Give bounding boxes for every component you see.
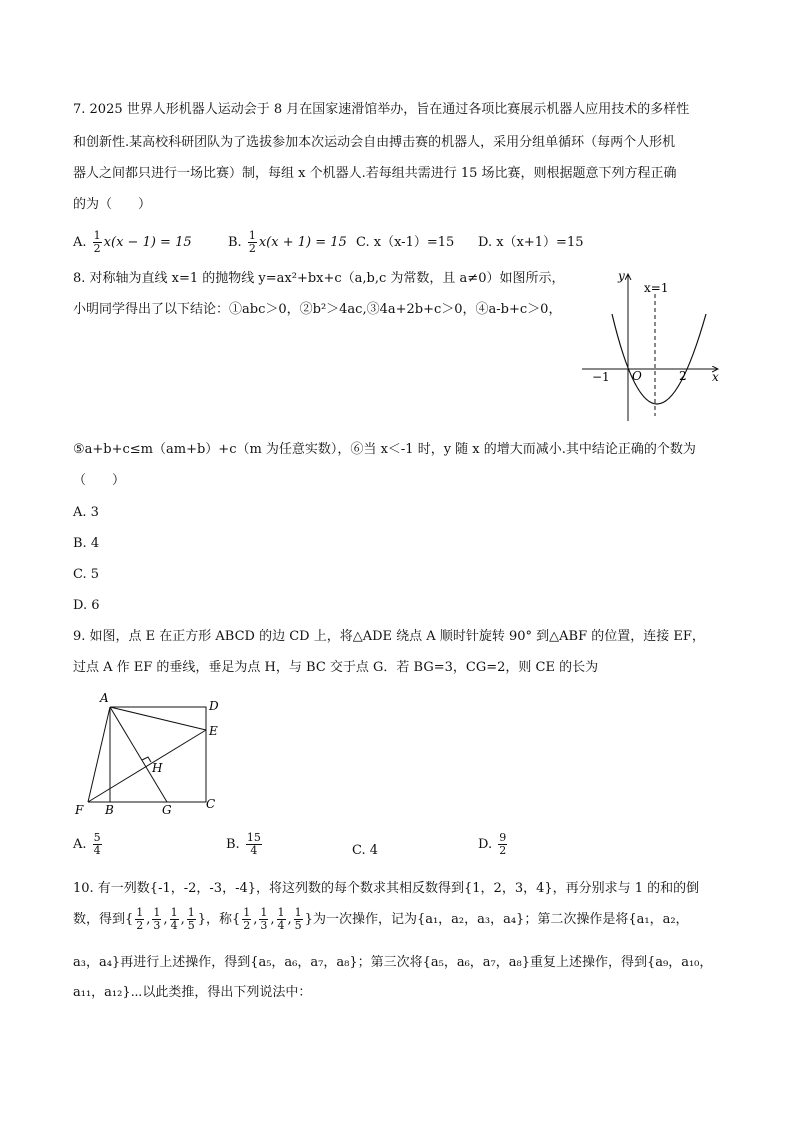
q8-option-b: B. 4 xyxy=(73,536,100,551)
q8-line-3: ⑤a+b+c≤m（am+b）+c（m 为任意实数），⑥当 x＜-1 时，y 随 x 的增大而减小.其中结论正确的个数为 xyxy=(73,442,696,457)
label-c: C xyxy=(206,797,216,811)
q7-option-a: A. $\frac{1}{2}$ x(x − 1) = 15 xyxy=(73,229,192,255)
tick-2-label: 2 xyxy=(679,369,687,383)
q7-line-4: 的为（ ） xyxy=(73,197,152,212)
right-angle-mark xyxy=(142,757,151,762)
q10-line-4: a₁₁，a₁₂}⋯以此类推，得出下列说法中： xyxy=(73,985,312,1000)
tick-neg1-label: −1 xyxy=(592,370,610,384)
q8-line-4: （ ） xyxy=(73,473,126,488)
q8-line-1: 8. 对称轴为直线 x=1 的抛物线 y=ax²+bx+c（a,b,c 为常数，且 a≠0）如图所示， xyxy=(73,271,565,286)
q10-line-1: 10. 有一列数{-1，-2，-3，-4}，将这列数的每个数求其相反数得到{1，2，3，4}，再分别求与 1 的和的倒 xyxy=(73,881,700,896)
q9-line-2: 过点 A 作 EF 的垂线，垂足为点 H，与 BC 交于点 G．若 BG=3，CG=2，则 CE 的长为 xyxy=(73,660,599,675)
label-f: F xyxy=(75,803,84,817)
parabola-graph xyxy=(578,266,728,426)
x-axis-label: x xyxy=(712,370,719,384)
y-axis-label: y xyxy=(618,269,625,283)
q8-option-d: D. 6 xyxy=(73,598,100,613)
q7-option-c: C. x（x-1）=15 xyxy=(356,235,455,250)
label-b: B xyxy=(105,803,114,817)
label-e: E xyxy=(209,724,218,738)
q7-option-b: B. $\frac{1}{2}$ x(x + 1) = 15 xyxy=(228,229,347,255)
q7-option-d: D. x（x+1）=15 xyxy=(478,235,584,250)
parabola-curve xyxy=(612,314,706,404)
segment-af xyxy=(88,707,110,802)
q9-option-d: D. $\frac{9}{2}$ xyxy=(478,831,507,857)
segment-fe xyxy=(88,730,206,802)
q10-line-3: a₃，a₄}再进行上述操作，得到{a₅，a₆，a₇，a₈}；第三次将{a₅，a₆，a₇，a₈}重复上述操作，得到{a₉，a₁₀， xyxy=(73,955,713,970)
label-g: G xyxy=(162,803,172,817)
q7-line-2: 和创新性.某高校科研团队为了选拔参加本次运动会自由搏击赛的机器人，采用分组单循环（每两个人形机 xyxy=(73,135,676,150)
square-figure xyxy=(70,690,230,820)
segment-ag xyxy=(110,707,167,802)
origin-label: O xyxy=(632,369,642,383)
label-h: H xyxy=(152,761,163,775)
q9-option-b: B. $\frac{15}{4}$ xyxy=(226,831,261,857)
q8-line-2: 小明同学得出了以下结论：①abc＞0，②b²＞4ac,③4a+2b+c＞0，④a-b+c＞0， xyxy=(73,302,562,317)
q10-line-2: 数，得到{ $\frac{1}{2}$ , $\frac{1}{3}$ , $\frac{1}{4}$ , $\frac{1}{5}$ }，称{ $\frac{1}{2}$ , $\frac{1}{3}$ , $\frac{1}{4}$ , $\frac{1}{5}$ }为一次操作，记为{a₁，a₂，a₃，a₄}；第二次操作是将{a₁，a₂， xyxy=(73,906,689,932)
q8-option-a: A. 3 xyxy=(73,505,99,520)
q7-line-3: 器人之间都只进行一场比赛）制，每组 x 个机器人.若每组共需进行 15 场比赛，则根据题意下列方程正确 xyxy=(73,166,677,181)
symmetry-axis-label: x=1 xyxy=(644,281,669,295)
q9-option-a: A. $\frac{5}{4}$ xyxy=(73,831,101,857)
label-a: A xyxy=(100,691,109,705)
q9-line-1: 9. 如图，点 E 在正方形 ABCD 的边 CD 上，将△ADE 绕点 A 顺时针旋转 90° 到△ABF 的位置，连接 EF， xyxy=(73,629,705,644)
segment-ae xyxy=(110,707,206,730)
q8-option-c: C. 5 xyxy=(73,567,100,582)
q7-line-1: 7. 2025 世界人形机器人运动会于 8 月在国家速滑馆举办，旨在通过各项比赛展示机器人应用技术的多样性 xyxy=(73,102,690,117)
q9-option-c: C. 4 xyxy=(352,843,379,858)
label-d: D xyxy=(209,699,219,713)
